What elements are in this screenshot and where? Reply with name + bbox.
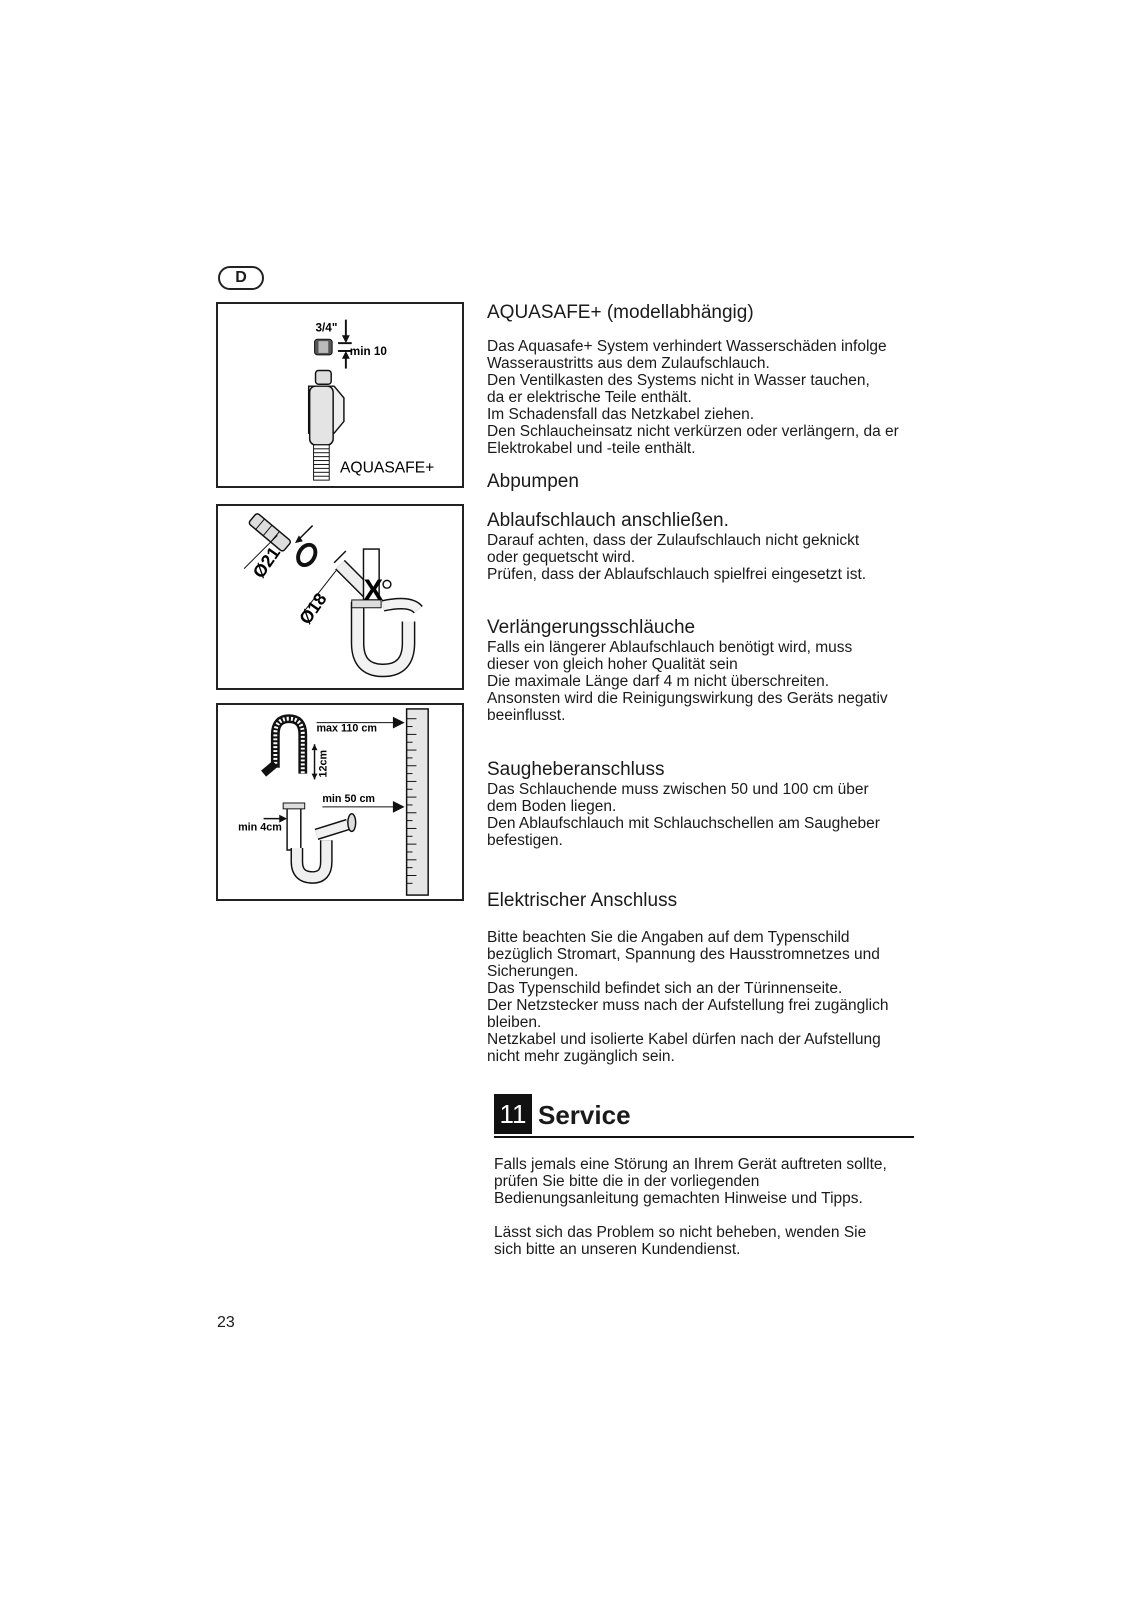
service-paragraph-2: Lässt sich das Problem so nicht beheben, wenden Sie sich bitte an unseren Kundendienst.: [494, 1224, 867, 1258]
drain-height-figure: [216, 703, 464, 901]
aquasafe-figure: [216, 302, 464, 488]
drain-connection-illustration: [218, 506, 462, 688]
drain-hose-heading: Ablaufschlauch anschließen.: [487, 510, 729, 531]
thread-size-label: 3/4": [315, 321, 338, 335]
page-number: 23: [217, 1314, 235, 1331]
drain-connection-figure: [216, 504, 464, 690]
siphon-section: [487, 759, 957, 849]
electrical-heading: Elektrischer Anschluss: [487, 890, 678, 911]
diameter-18-label: Ø18: [295, 589, 331, 628]
aquasafe-illustration: [218, 304, 462, 486]
max-height-label: max 110 cm: [316, 722, 377, 735]
electrical-text: Bitte beachten Sie die Angaben auf dem Typenschild bezüglich Stromart, Spannung des Hausstromnetzes und Sicherungen. Das Typenschild befindet sich an der Türinnenseite. Der Netzstecker muss nach der Aufstellung frei zugänglich bleiben. Netzkabel und isolierte Kabel dürfen nach der Aufstellung nicht mehr zugänglich sein.: [487, 929, 889, 1065]
electrical-section: [487, 890, 957, 1065]
abpumpen-section: [487, 471, 957, 493]
aquasafe-text: Das Aquasafe+ System verhindert Wasserschäden infolge Wasseraustritts aus dem Zulaufschlauch. Den Ventilkasten des Systems nicht in Wasser tauchen, da er elektrische Teile enthält. Im Schadensfall das Netzkabel ziehen. Den Schlaucheinsatz nicht verkürzen oder verlängern, da er Elektrokabel und -teile enthält.: [487, 338, 899, 457]
service-section: [494, 1156, 964, 1258]
min-distance-label: min 10: [349, 344, 387, 358]
extension-hose-heading: Verlängerungsschläuche: [487, 617, 696, 638]
drain-hose-section: [487, 510, 957, 583]
aquasafe-section: [487, 302, 957, 457]
chapter-number: 11: [494, 1094, 532, 1134]
drain-height-illustration: [218, 705, 462, 899]
abpumpen-heading: Abpumpen: [487, 471, 579, 492]
siphon-text: Das Schlauchende muss zwischen 50 und 100 cm über dem Boden liegen. Den Ablaufschlauch mit Schlauchschellen am Saugheber befestigen.: [487, 781, 880, 849]
extension-hose-section: [487, 617, 957, 724]
min-insert-label: min 4cm: [238, 821, 282, 834]
diameter-21-label: Ø21: [248, 543, 285, 582]
service-paragraph-1: Falls jemals eine Störung an Ihrem Gerät auftreten sollte, prüfen Sie bitte die in der vorliegenden Bedienungsanleitung gemachten Hinweise und Tipps.: [494, 1156, 887, 1207]
x-mark: X: [363, 573, 384, 607]
twelve-cm-label: 12cm: [317, 749, 330, 778]
extension-hose-text: Falls ein längerer Ablaufschlauch benötigt wird, muss dieser von gleich hoher Qualität sein Die maximale Länge darf 4 m nicht überschreiten. Ansonsten wird die Reinigungswirkung des Geräts negativ beeinflusst.: [487, 639, 888, 724]
chapter-title: Service: [538, 1100, 631, 1130]
language-badge: D: [218, 266, 264, 290]
min-height-label: min 50 cm: [322, 793, 376, 805]
drain-hose-text: Darauf achten, dass der Zulaufschlauch nicht geknickt oder gequetscht wird. Prüfen, dass der Ablaufschlauch spielfrei eingesetzt ist.: [487, 532, 867, 583]
aquasafe-heading: AQUASAFE+ (modellabhängig): [487, 302, 754, 323]
service-heading: [494, 1094, 914, 1138]
aquasafe-label: AQUASAFE+: [340, 459, 435, 477]
siphon-heading: Saugheberanschluss: [487, 759, 665, 780]
